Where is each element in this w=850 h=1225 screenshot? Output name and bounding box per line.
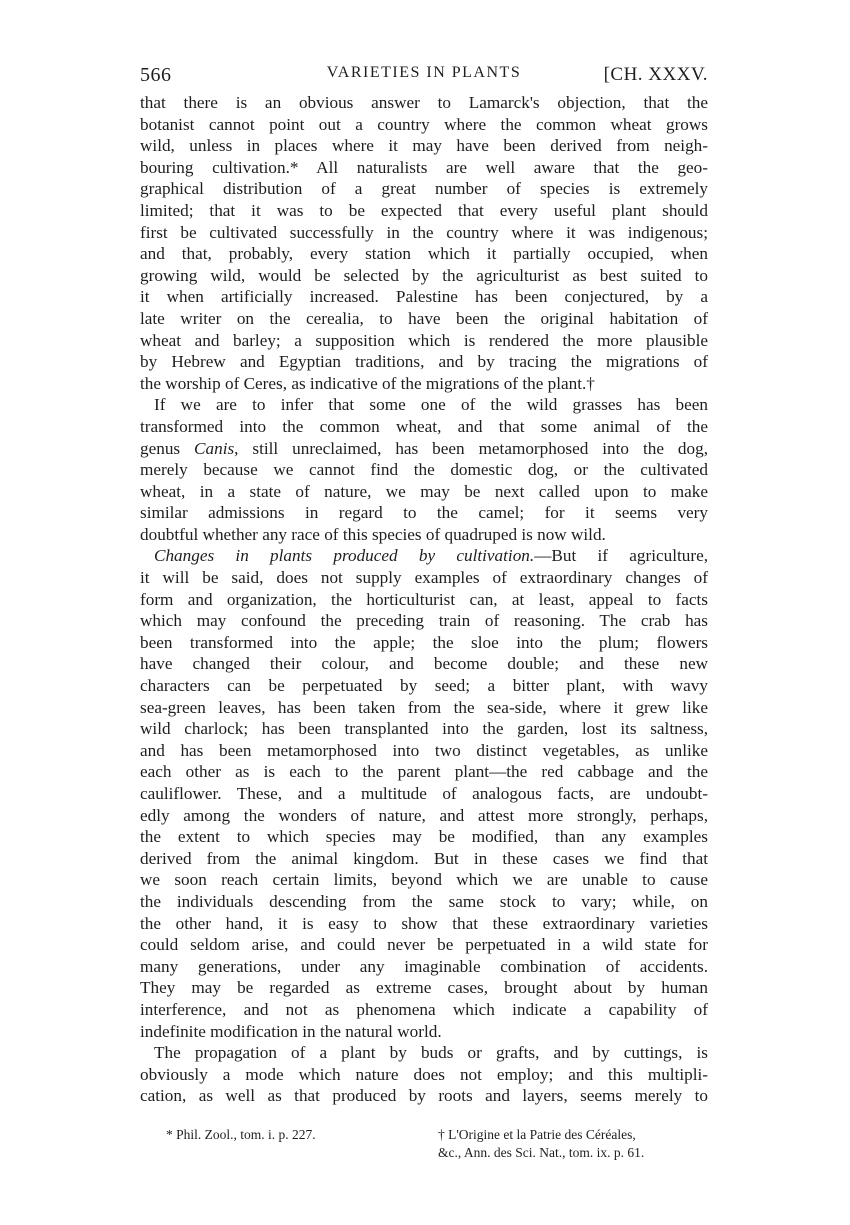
text-line: graphical distribution of a great number of species is extremely <box>140 179 708 199</box>
text-line: merely because we cannot find the domestic dog, or the cultivated <box>140 460 708 480</box>
text-line: bouring cultivation.* All naturalists are well aware that the geo- <box>140 157 708 177</box>
footnote-2 <box>438 1126 718 1162</box>
footnote-2-line-2: &c., Ann. des Sci. Nat., tom. ix. p. 61. <box>438 1145 645 1160</box>
text-line: interference, and not as phenomena which indicate a capability of <box>140 999 708 1019</box>
text-line: have changed their colour, and become double; and these new <box>140 654 708 674</box>
text-line: They may be regarded as extreme cases, brought about by human <box>140 978 708 998</box>
text-line: many generations, under any imaginable combination of accidents. <box>140 956 708 976</box>
text-line: the individuals descending from the same stock to vary; while, on <box>140 891 708 911</box>
text-line: transformed into the common wheat, and that some animal of the <box>140 416 708 436</box>
text-line: it when artificially increased. Palestine has been conjectured, by a <box>140 287 708 307</box>
text-line: the extent to which species may be modified, than any examples <box>140 827 708 847</box>
text-line: doubtful whether any race of this species of quadruped is now wild. <box>140 524 606 544</box>
text-line: wild charlock; has been transplanted into the garden, lost its saltness, <box>140 719 708 739</box>
footnote-1: * Phil. Zool., tom. i. p. 227. <box>166 1127 316 1142</box>
text-line: and that, probably, every station which it partially occupied, when <box>140 244 708 264</box>
text-line: obviously a mode which nature does not employ; and this multipli- <box>140 1064 708 1084</box>
text-line: indefinite modification in the natural world. <box>140 1021 442 1041</box>
text-line: we soon reach certain limits, beyond which we are unable to cause <box>140 870 708 890</box>
text-line: sea-green leaves, has been taken from the sea-side, where it grew like <box>140 697 708 717</box>
text-line: The propagation of a plant by buds or grafts, and by cuttings, is <box>154 1043 708 1063</box>
text-line: first be cultivated successfully in the country where it was indigenous; <box>140 222 708 242</box>
text-line: derived from the animal kingdom. But in these cases we find that <box>140 848 708 868</box>
footnote-2-line-1: † L'Origine et la Patrie des Céréales, <box>438 1127 636 1142</box>
text-line: wheat and barley; a supposition which is rendered the more plausible <box>140 330 708 350</box>
text-line: that there is an obvious answer to Lamarck's objection, that the <box>140 93 708 112</box>
body-text <box>140 92 708 1107</box>
text-line: wheat, in a state of nature, we may be next called upon to make <box>140 481 708 501</box>
text-line: late writer on the cerealia, to have been the original habitation of <box>140 308 708 328</box>
text-line: and has been metamorphosed into two distinct vegetables, as unlike <box>140 740 708 760</box>
text-line: limited; that it was to be expected that every useful plant should <box>140 200 708 220</box>
book-page <box>140 62 708 1107</box>
text-line: wild, unless in places where it may have been derived from neigh- <box>140 136 708 156</box>
text-line: genus Canis, still unreclaimed, has been metamorphosed into the dog, <box>140 438 708 458</box>
text-line: been transformed into the apple; the sloe into the plum; flowers <box>140 632 708 652</box>
running-header <box>140 62 708 92</box>
text-line: which may confound the preceding train of reasoning. The crab has <box>140 611 708 631</box>
text-line: edly among the wonders of nature, and attest more strongly, perhaps, <box>140 805 708 825</box>
page-number: 566 <box>140 64 172 86</box>
text-line: could seldom arise, and could never be perpetuated in a wild state for <box>140 935 708 955</box>
chapter-label: [CH. XXXV. <box>603 64 708 85</box>
text-line: cation, as well as that produced by roots and layers, seems merely to <box>140 1086 708 1106</box>
text-line: the worship of Ceres, as indicative of the migrations of the plant.† <box>140 373 595 393</box>
running-title: VARIETIES IN PLANTS <box>326 64 522 81</box>
text-line: form and organization, the horticulturist can, at least, appeal to facts <box>140 589 708 609</box>
section-lead-line: Changes in plants produced by cultivation.—But if agriculture, <box>154 546 708 566</box>
text-line: growing wild, would be selected by the agriculturist as best suited to <box>140 265 708 285</box>
text-line: the other hand, it is easy to show that these extraordinary varieties <box>140 913 708 933</box>
text-line: cauliflower. These, and a multitude of analogous facts, are undoubt- <box>140 784 708 803</box>
text-line: characters can be perpetuated by seed; a bitter plant, with wavy <box>140 676 708 696</box>
text-line: by Hebrew and Egyptian traditions, and by tracing the migrations of <box>140 352 708 372</box>
text-line: If we are to infer that some one of the wild grasses has been <box>154 395 708 415</box>
text-line: it will be said, does not supply examples of extraordinary changes of <box>140 568 708 588</box>
text-line: botanist cannot point out a country where the common wheat grows <box>140 114 708 134</box>
text-line: each other as is each to the parent plant—the red cabbage and the <box>140 762 708 782</box>
text-line: similar admissions in regard to the camel; for it seems very <box>140 503 708 523</box>
